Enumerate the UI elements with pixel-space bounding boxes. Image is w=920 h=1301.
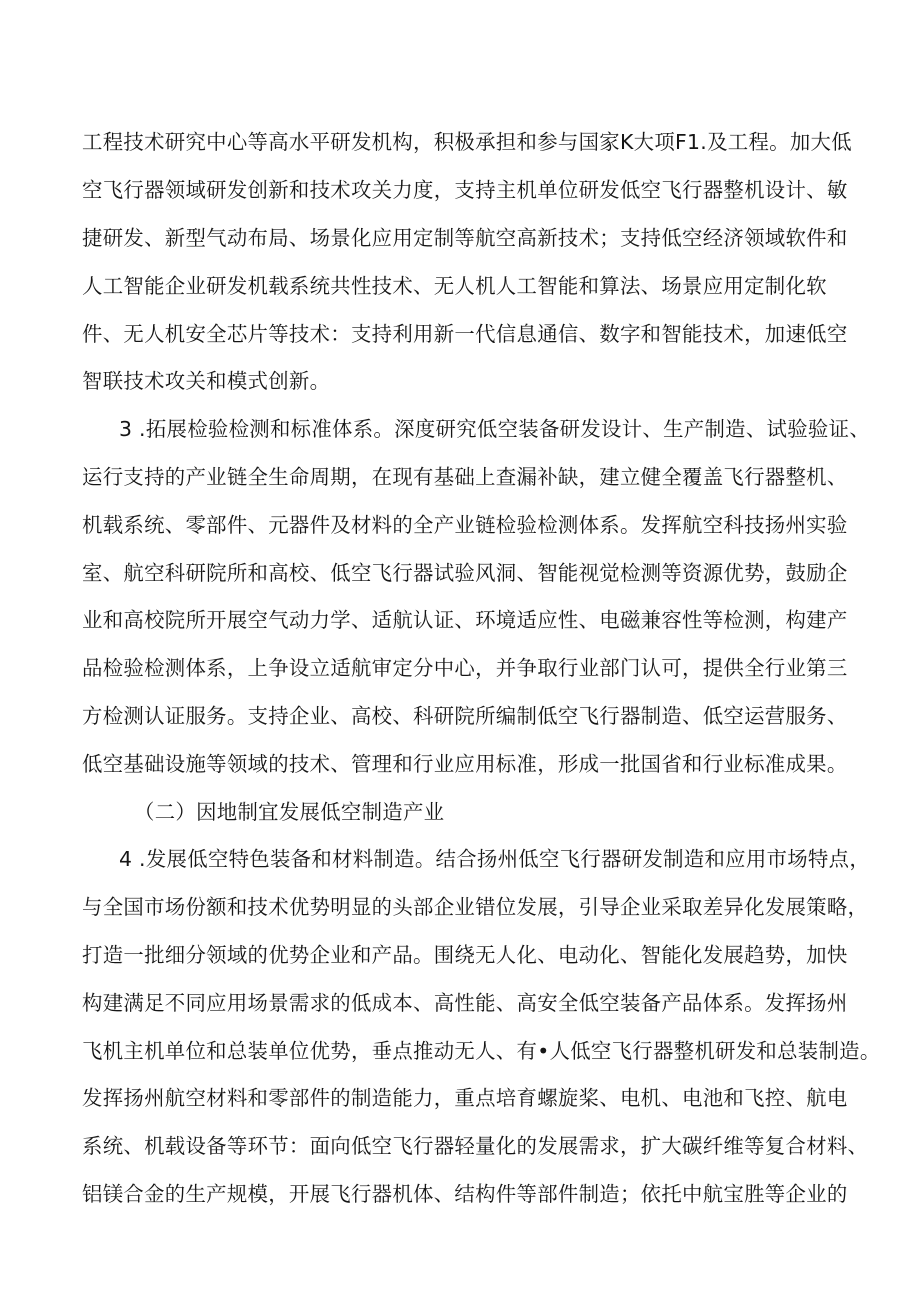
paragraph-4-line-7: 系统、机载设备等环节：面向低空飞行器轻量化的发展需求，扩大碳纤维等复合材料、 [82,1134,869,1158]
paragraph-1-line-3: 捷研发、新型气动布局、场景化应用定制等航空高新技术；支持低空经济领域软件和 [82,226,848,250]
paragraph-2-line-1: 3 .拓展检验检测和标准体系。深度研究低空装备研发设计、生产制造、试验验证、 [119,417,871,441]
paragraph-4-line-2: 与全国市场份额和技术优势明显的头部企业错位发展，引导企业采取差异化发展策略， [82,895,869,919]
paragraph-4-line-5: 飞机主机单位和总装单位优势，垂点推动无人、有•人低空飞行器整机研发和总装制造。 [82,1039,881,1063]
paragraph-2-line-3: 机载系统、零部件、元器件及材料的全产业链检验检测体系。发挥航空科技扬州实验 [82,513,848,537]
paragraph-1-line-5: 件、无人机安全芯片等技术：支持利用新一代信息通信、数字和智能技术，加速低空 [82,322,848,346]
paragraph-2-line-5: 业和高校院所开展空气动力学、适航认证、环境适应性、电磁兼容性等检测，构建产 [82,608,848,632]
paragraph-4-line-8: 铝镁合金的生产规模，开展飞行器机体、结构件等部件制造；依托中航宝胜等企业的 [82,1182,848,1206]
paragraph-4-line-4: 构建满足不同应用场景需求的低成本、高性能、高安全低空装备产品体系。发挥扬州 [82,991,848,1015]
section-heading: （二）因地制宜发展低空制造产业 [134,800,445,824]
paragraph-2-line-4: 室、航空科研院所和高校、低空飞行器试验风洞、智能视觉检测等资源优势，鼓励企 [82,561,848,585]
paragraph-2-line-2: 运行支持的产业链全生命周期，在现有基础上查漏补缺，建立健全覆盖飞行器整机、 [82,465,848,489]
paragraph-1-line-6: 智联技术攻关和模式创新。 [82,369,331,393]
paragraph-4-line-3: 打造一批细分领域的优势企业和产品。围绕无人化、电动化、智能化发展趋势，加快 [82,943,848,967]
paragraph-1-line-4: 人工智能企业研发机载系统共性技术、无人机人工智能和算法、场景应用定制化软 [82,274,827,298]
paragraph-1-line-2: 空飞行器领域研发创新和技术攻关力度，支持主机单位研发低空飞行器整机设计、敏 [82,178,848,202]
paragraph-1-line-1: 工程技术研究中心等高水平研发机构，积极承担和参与国家K大项F1.及工程。加大低 [82,130,852,154]
paragraph-2-line-7: 方检测认证服务。支持企业、高校、科研院所编制低空飞行器制造、低空运营服务、 [82,704,848,728]
paragraph-2-line-6: 品检验检测体系，上争设立适航审定分中心，并争取行业部门认可，提供全行业第三 [82,656,848,680]
paragraph-2-line-8: 低空基础设施等领域的技术、管理和行业应用标准，形成一批国省和行业标准成果。 [82,752,848,776]
paragraph-4-line-1: 4 .发展低空特色装备和材料制造。结合扬州低空飞行器研发制造和应用市场特点， [119,847,871,871]
paragraph-4-line-6: 发挥扬州航空材料和零部件的制造能力，重点培育螺旋桨、电机、电池和飞控、航电 [82,1086,848,1110]
